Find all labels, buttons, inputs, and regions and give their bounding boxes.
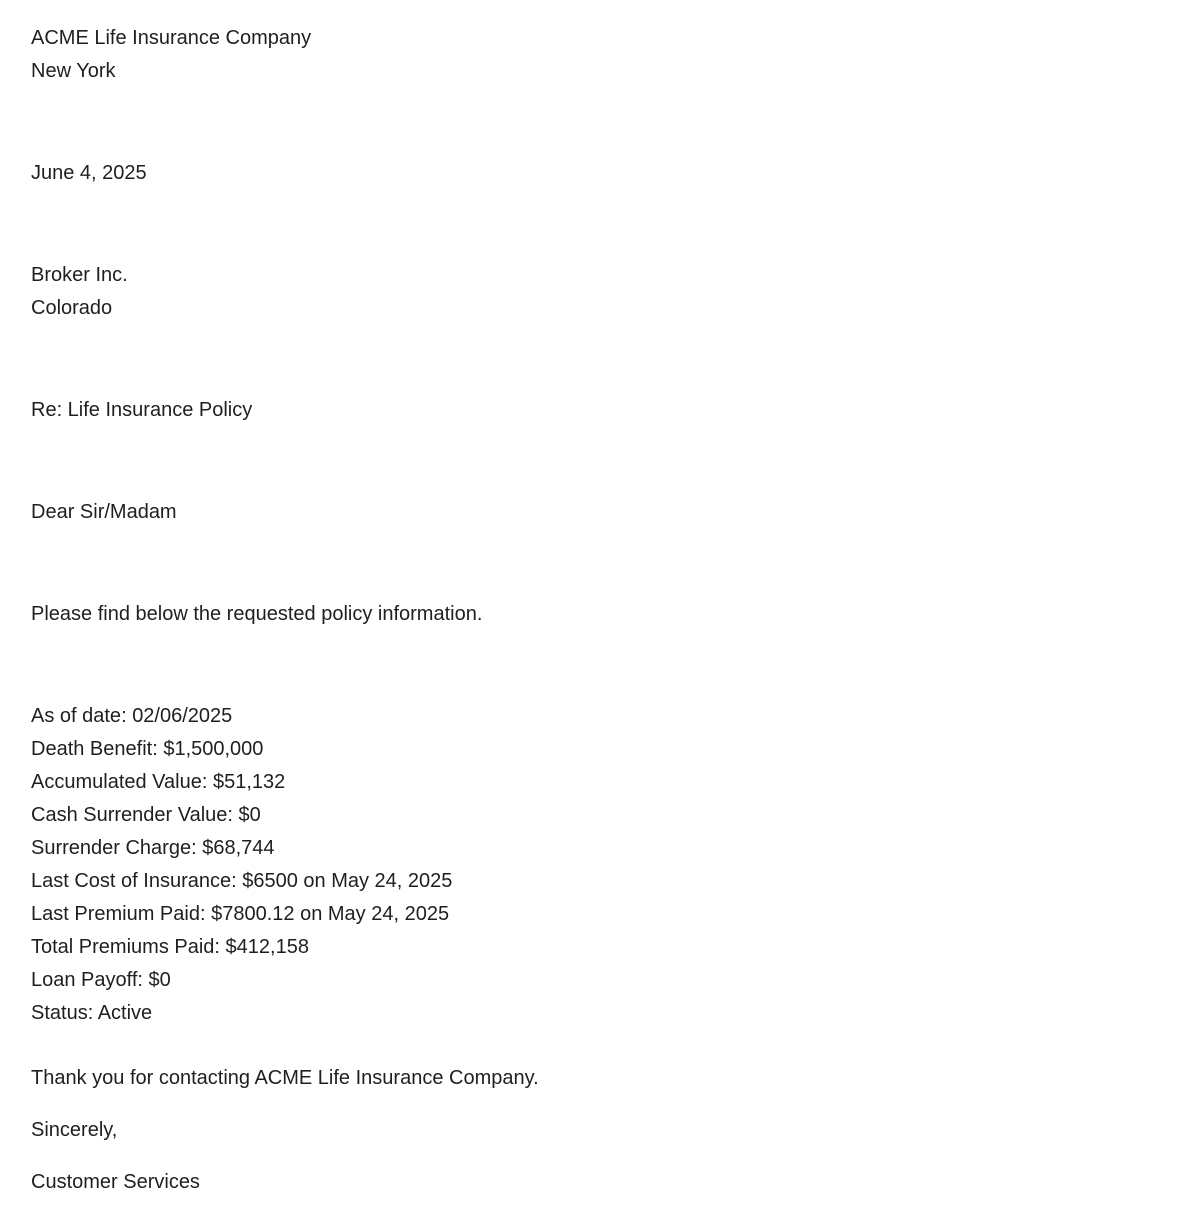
policy-detail-label: As of date	[31, 705, 122, 727]
policy-detail-label: Cash Surrender Value	[31, 804, 228, 826]
policy-details-list	[31, 700, 1144, 1030]
policy-detail-value: 02/06/2025	[132, 705, 233, 727]
signature: Customer Services	[31, 1171, 200, 1193]
closing-thanks: Thank you for contacting ACME Life Insurance Company.	[31, 1067, 539, 1089]
policy-detail-value: $6500 on May 24, 2025	[242, 870, 453, 892]
policy-detail-label: Death Benefit	[31, 738, 153, 760]
sender-address-block	[31, 22, 1144, 88]
sender-company: ACME Life Insurance Company	[31, 27, 312, 49]
policy-detail-label: Last Premium Paid	[31, 903, 200, 925]
policy-detail-line: Status: Active	[31, 1002, 153, 1024]
policy-detail-value: $68,744	[202, 837, 275, 859]
policy-detail-label: Loan Payoff	[31, 969, 138, 991]
policy-detail-line: Accumulated Value: $51,132	[31, 771, 286, 793]
policy-detail-label: Status	[31, 1002, 88, 1024]
policy-detail-label: Total Premiums Paid	[31, 936, 215, 958]
policy-detail-value: $7800.12 on May 24, 2025	[211, 903, 450, 925]
policy-detail-label: Accumulated Value	[31, 771, 202, 793]
policy-detail-label: Last Cost of Insurance	[31, 870, 232, 892]
policy-detail-value: Active	[97, 1002, 153, 1024]
policy-detail-line: Last Cost of Insurance: $6500 on May 24, 2025	[31, 870, 453, 892]
letter-date: June 4, 2025	[31, 162, 147, 184]
intro-paragraph: Please find below the requested policy information.	[31, 603, 483, 625]
policy-detail-value: $0	[238, 804, 261, 826]
policy-detail-line: Death Benefit: $1,500,000	[31, 738, 264, 760]
recipient-company: Broker Inc.	[31, 264, 128, 286]
recipient-location: Colorado	[31, 297, 113, 319]
policy-detail-value: $0	[148, 969, 171, 991]
policy-detail-line: As of date: 02/06/2025	[31, 705, 233, 727]
policy-detail-value: $1,500,000	[163, 738, 264, 760]
signoff: Sincerely,	[31, 1119, 118, 1141]
policy-detail-line: Loan Payoff: $0	[31, 969, 171, 991]
policy-detail-line: Last Premium Paid: $7800.12 on May 24, 2025	[31, 903, 450, 925]
salutation: Dear Sir/Madam	[31, 501, 177, 523]
subject-line: Re: Life Insurance Policy	[31, 399, 253, 421]
policy-detail-line: Surrender Charge: $68,744	[31, 837, 275, 859]
policy-detail-value: $51,132	[212, 771, 286, 793]
sender-location: New York	[31, 60, 116, 82]
policy-detail-line: Cash Surrender Value: $0	[31, 804, 261, 826]
policy-detail-label: Surrender Charge	[31, 837, 192, 859]
policy-detail-value: $412,158	[225, 936, 309, 958]
recipient-address-block	[31, 259, 1144, 325]
policy-detail-line: Total Premiums Paid: $412,158	[31, 936, 309, 958]
